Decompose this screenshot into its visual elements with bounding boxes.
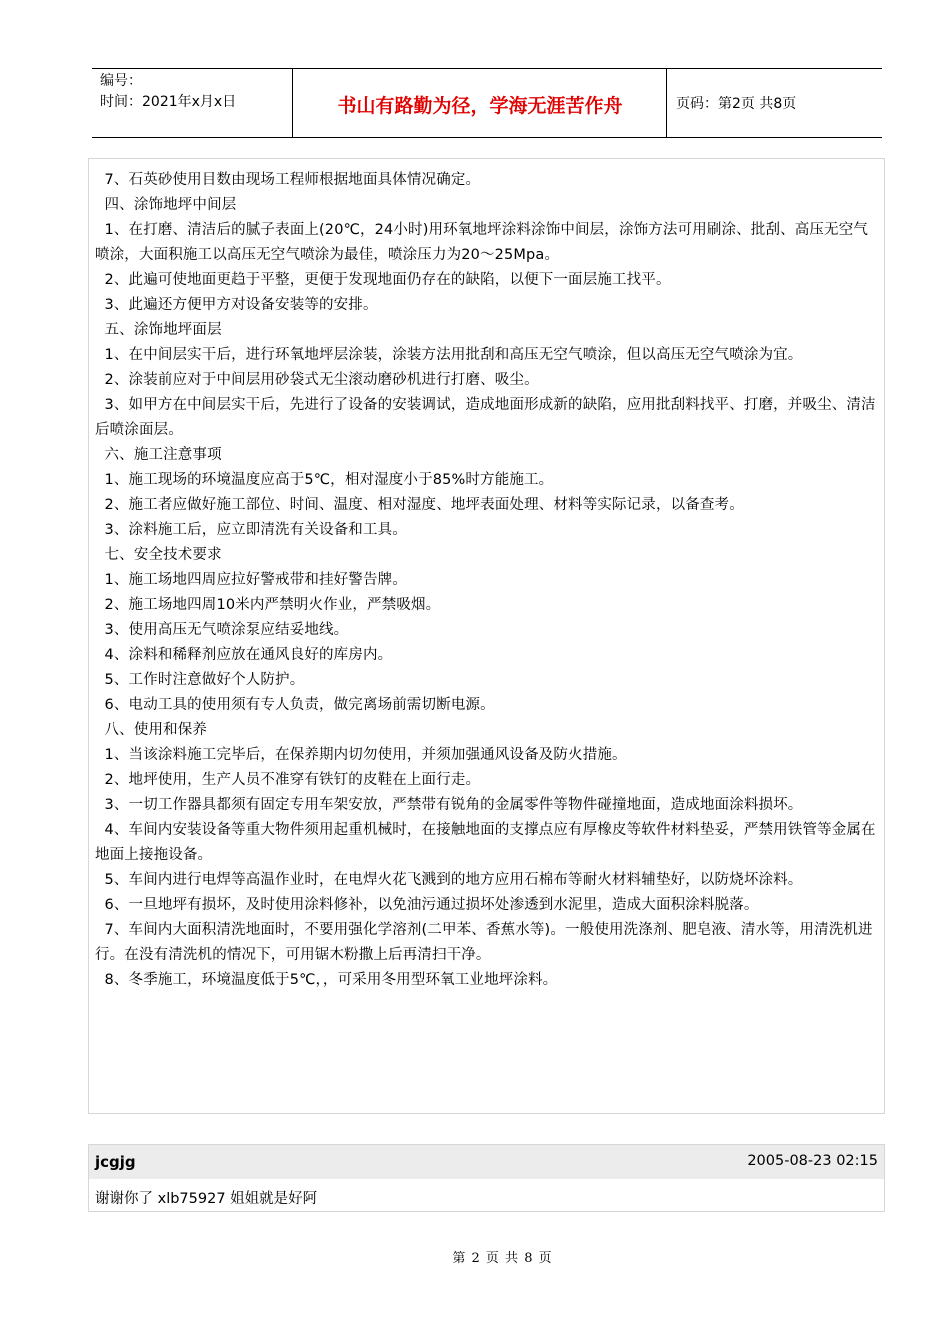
content-line: 八、使用和保养	[95, 722, 208, 738]
content-line: 1、施工场地四周应拉好警戒带和挂好警告牌。	[95, 572, 407, 588]
content-line: 8、冬季施工，环境温度低于5℃，，可采用冬用型环氧工业地坪涂料。	[95, 972, 558, 988]
content-line: 七、安全技术要求	[95, 547, 222, 563]
comment-box	[88, 1144, 885, 1212]
content-line: 2、此遍可使地面更趋于平整，更便于发现地面仍存在的缺陷，以便下一面层施工找平。	[95, 272, 671, 288]
content-line: 5、车间内进行电焊等高温作业时，在电焊火花飞溅到的地方应用石棉布等耐火材料辅垫好，以防烧坏涂料。	[95, 872, 803, 888]
comment-header	[89, 1145, 884, 1179]
content-line: 5、工作时注意做好个人防护。	[95, 672, 305, 688]
content-line: 3、涂料施工后，应立即清洗有关设备和工具。	[95, 522, 407, 538]
content-line: 1、在打磨、清洁后的腻子表面上(20℃，24小时)用环氧地坪涂料涂饰中间层，涂饰方法可用刷涂、批刮、高压无空气喷涂，大面积施工以高压无空气喷涂为最佳，喷涂压力为20～25Mpa。	[95, 222, 869, 263]
time-label: 时间：2021年x月x日	[100, 94, 237, 110]
content-line: 3、如甲方在中间层实干后，先进行了设备的安装调试，造成地面形成新的缺陷，应用批刮料找平、打磨，并吸尘、清洁后喷涂面层。	[95, 397, 876, 438]
article-content	[88, 158, 885, 1114]
footer-page-number: 第 2 页 共 8 页	[452, 1251, 553, 1266]
header-divider	[666, 69, 667, 137]
content-line: 2、地坪使用，生产人员不准穿有铁钉的皮鞋在上面行走。	[95, 772, 481, 788]
content-line: 2、施工场地四周10米内严禁明火作业，严禁吸烟。	[95, 597, 441, 613]
content-line: 4、车间内安装设备等重大物件须用起重机械时，在接触地面的支撑点应有厚橡皮等软件材料垫妥，严禁用铁管等金属在地面上接拖设备。	[95, 822, 876, 863]
page-footer	[0, 1247, 950, 1266]
comment-message: 谢谢你了 xlb75927 姐姐就是好阿	[95, 1191, 318, 1207]
content-line: 7、石英砂使用目数由现场工程师根据地面具体情况确定。	[95, 172, 481, 188]
content-line: 3、此遍还方便甲方对设备安装等的安排。	[95, 297, 378, 313]
content-line: 五、涂饰地坪面层	[95, 322, 222, 338]
content-line: 4、涂料和稀释剂应放在通风良好的库房内。	[95, 647, 393, 663]
header-divider	[292, 69, 293, 137]
header-motto: 书山有路勤为径，学海无涯苦作舟	[337, 95, 623, 117]
header-page-label: 页码：第2页 共8页	[676, 96, 797, 112]
comment-username[interactable]: jcgjg	[95, 1153, 136, 1171]
content-line: 1、施工现场的环境温度应高于5℃，相对湿度小于85%时方能施工。	[95, 472, 554, 488]
content-line: 2、涂装前应对于中间层用砂袋式无尘滚动磨砂机进行打磨、吸尘。	[95, 372, 539, 388]
comment-timestamp: 2005-08-23 02:15	[747, 1153, 878, 1169]
content-line: 1、在中间层实干后，进行环氧地坪层涂装，涂装方法用批刮和高压无空气喷涂，但以高压无空气喷涂为宜。	[95, 347, 803, 363]
content-line: 1、当该涂料施工完毕后，在保养期内切勿使用，并须加强通风设备及防火措施。	[95, 747, 627, 763]
code-label: 编号：	[100, 73, 142, 89]
content-line: 六、施工注意事项	[95, 447, 222, 463]
header-info	[100, 71, 290, 113]
content-line: 7、车间内大面积清洗地面时，不要用强化学溶剂(二甲苯、香蕉水等)。一般使用洗涤剂、肥皂液、清水等，用清洗机进行。在没有清洗机的情况下，可用锯木粉撒上后再清扫干净。	[95, 922, 873, 963]
content-line: 四、涂饰地坪中间层	[95, 197, 237, 213]
content-line: 6、一旦地坪有损坏，及时使用涂料修补，以免油污通过损坏处渗透到水泥里，造成大面积涂料脱落。	[95, 897, 759, 913]
content-line: 6、电动工具的使用须有专人负责，做完离场前需切断电源。	[95, 697, 495, 713]
content-line: 3、使用高压无气喷涂泵应结妥地线。	[95, 622, 349, 638]
content-line: 3、一切工作器具都须有固定专用车架安放，严禁带有锐角的金属零件等物件碰撞地面，造成地面涂料损坏。	[95, 797, 803, 813]
content-line: 2、施工者应做好施工部位、时间、温度、相对湿度、地坪表面处理、材料等实际记录，以备查考。	[95, 497, 744, 513]
page-header	[92, 68, 882, 138]
